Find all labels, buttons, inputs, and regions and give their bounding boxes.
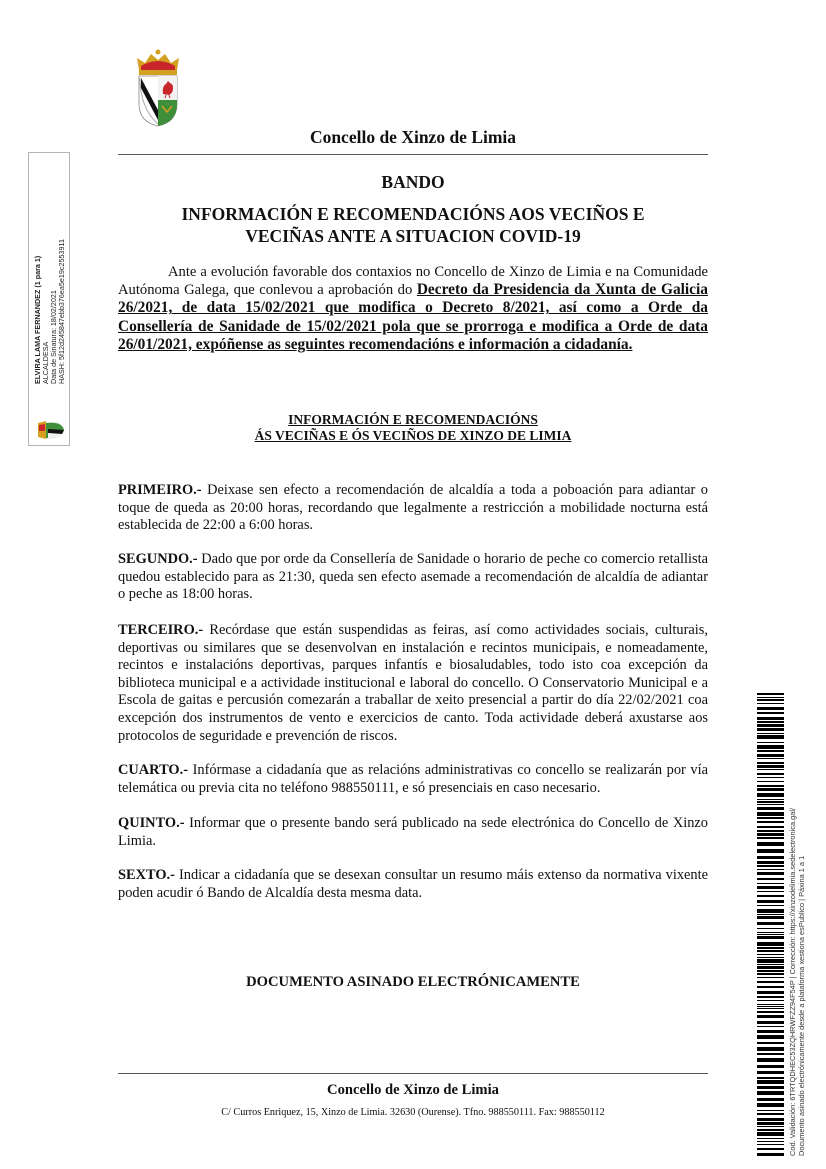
barcode-bar (757, 942, 784, 946)
barcode-bar (757, 1077, 784, 1079)
barcode-bar (757, 981, 784, 983)
barcode-bar (757, 947, 784, 949)
barcode-bar (757, 986, 784, 988)
barcode-bar (757, 735, 784, 739)
barcode-bar (757, 781, 784, 782)
barcode-bar (757, 1021, 784, 1024)
intro-decree-reference: Decreto da Presidencia da Xunta de Galicia 26/2021, de data 15/02/2021 que modifica o Decreto 8/2021, así como a Orde da Consellería de Sanidade de 15/02/2021 pola que se prorroga e modifica a Orde de data 26/01/2021, expóñense as seguintes recomendacións e información a cidadanía. (118, 281, 708, 353)
barcode-bar (757, 1058, 784, 1062)
barcode-bar (757, 712, 784, 714)
barcode-bar (757, 804, 784, 805)
intro-plain-text: Ante a evolución favorable dos contaxios no Concello de Xinzo de Limia e na Comunidade Autónoma Galega, que conlevou a aprobación do (118, 264, 708, 299)
barcode-bar (757, 773, 784, 775)
barcode-bar (757, 742, 784, 743)
item-label: QUINTO.- (118, 815, 185, 831)
barcode-bar (757, 1071, 784, 1074)
barcode-bar (757, 966, 784, 969)
barcode-bar (757, 697, 784, 698)
barcode-bar (757, 788, 784, 791)
barcode-bar (757, 1110, 784, 1111)
barcode-bar (757, 724, 784, 727)
barcode-bar (757, 1098, 784, 1101)
barcode-bar (757, 717, 784, 720)
barcode-bar (757, 991, 784, 994)
barcode-bar (757, 769, 784, 770)
signed-note: DOCUMENTO ASINADO ELECTRÓNICAMENTE (246, 974, 580, 990)
barcode-bar (757, 1042, 784, 1044)
footer-divider (118, 1073, 708, 1074)
barcode-bar (757, 1144, 784, 1145)
barcode-bar (757, 1148, 784, 1150)
item-label: PRIMEIRO.- (118, 482, 202, 498)
barcode-bar (757, 861, 784, 864)
item-label: SEXTO.- (118, 867, 175, 883)
barcode-bar (757, 1103, 784, 1107)
item-label: SEGUNDO.- (118, 551, 198, 567)
barcode-bar (757, 886, 784, 889)
barcode-bar (757, 1006, 784, 1007)
barcode-bar (757, 721, 784, 723)
barcode-bar (757, 905, 784, 906)
barcode-bar (757, 970, 784, 972)
item-label: TERCEIRO.- (118, 622, 204, 638)
item-text: Dado que por orde da Consellería de Sanidade o horario de peche co comercio retallista quedou establecido para as 21:30, queda sen efecto asemade a recomendación de alcaldía de adiantar o peche as 18:00 horas. (118, 551, 708, 603)
validation-platform-line: Documento asinado electrónicamente desde a plataforma xestiona esPublico | Páxina 1 a 1 (796, 855, 806, 1156)
barcode-bar (757, 1053, 784, 1055)
barcode-bar (757, 964, 784, 965)
barcode-icon (757, 693, 784, 1156)
footer-title: Concello de Xinzo de Limia (327, 1082, 499, 1098)
barcode-bar (757, 849, 784, 853)
barcode-bar (757, 1065, 784, 1068)
barcode-bar (757, 807, 784, 810)
barcode-bar (757, 817, 784, 819)
barcode-bar (757, 996, 784, 998)
signature-date: Data de Sinatura: 18/02/2021 (49, 290, 58, 384)
barcode-bar (757, 830, 784, 832)
header-divider (118, 154, 708, 155)
small-coat-of-arms-icon (36, 419, 66, 441)
barcode-bar (757, 821, 784, 823)
barcode-bar (757, 928, 784, 929)
barcode-bar (757, 801, 784, 803)
barcode-bar (757, 936, 784, 939)
barcode-bar (757, 833, 784, 836)
barcode-bar (757, 1000, 784, 1001)
barcode-bar (757, 1153, 784, 1156)
barcode-bar (757, 883, 784, 884)
barcode-bar (757, 793, 784, 797)
barcode-bar (757, 922, 784, 925)
barcode-bar (757, 1129, 784, 1131)
item-sexto (118, 867, 708, 902)
coat-of-arms-logo (133, 48, 183, 128)
barcode-bar (757, 799, 784, 800)
barcode-bar (757, 977, 784, 978)
barcode-bar (757, 1026, 784, 1027)
barcode-bar (757, 869, 784, 870)
barcode-bar (757, 1122, 784, 1125)
barcode-bar (757, 914, 784, 915)
document-title-line1: INFORMACIÓN E RECOMENDACIÓNS AOS VECIÑOS E (181, 204, 645, 224)
header-title: Concello de Xinzo de Limia (309, 127, 517, 147)
barcode-bar (757, 895, 784, 897)
signature-hash: HASH: 5f12d245847ebb376ea5e19c2553911 (57, 239, 66, 384)
barcode-bar (757, 699, 784, 701)
footer-address: C/ Curros Enriquez, 15, Xinzo de Limia. 32630 (Ourense). Tfno. 988550111. Fax: 988550112 (221, 1107, 605, 1118)
document-type: BANDO (381, 172, 445, 192)
barcode-bar (757, 777, 784, 778)
barcode-bar (757, 1132, 784, 1136)
subheading-line1: INFORMACIÓN E RECOMENDACIÓNS (288, 412, 538, 427)
item-primeiro (118, 482, 708, 535)
barcode-bar (757, 1126, 784, 1127)
barcode-bar (757, 1118, 784, 1121)
item-quinto (118, 815, 708, 850)
barcode-bar (757, 837, 784, 839)
barcode-bar (757, 916, 784, 919)
signature-stamp-text (34, 154, 66, 384)
barcode-bar (757, 1141, 784, 1142)
barcode-bar (757, 950, 784, 952)
barcode-bar (757, 973, 784, 975)
barcode-bar (757, 957, 784, 958)
item-text: Indicar a cidadanía que se desexan consultar un resumo máis extenso da normativa vixente poden acudir ó Bando de Alcaldía desta mesma data. (118, 867, 708, 901)
barcode-bar (757, 1091, 784, 1095)
barcode-bar (757, 1030, 784, 1033)
barcode-bar (757, 1008, 784, 1009)
validation-text (789, 686, 806, 1156)
barcode-bar (757, 693, 784, 695)
barcode-bar (757, 703, 784, 704)
document-title (118, 203, 708, 247)
barcode-bar (757, 707, 784, 710)
barcode-bar (757, 878, 784, 880)
barcode-bar (757, 826, 784, 828)
barcode-bar (757, 1035, 784, 1039)
barcode-bar (757, 765, 784, 768)
barcode-bar (757, 872, 784, 875)
barcode-bar (757, 754, 784, 757)
barcode-bar (757, 750, 784, 752)
barcode-bar (757, 745, 784, 749)
document-title-line2: VECIÑAS ANTE A SITUACION COVID-19 (245, 226, 581, 246)
barcode-bar (757, 1015, 784, 1018)
barcode-bar (757, 1086, 784, 1089)
barcode-bar (757, 842, 784, 846)
section-subheading (118, 412, 708, 444)
barcode-bar (757, 758, 784, 759)
barcode-bar (757, 728, 784, 731)
barcode-bar (757, 785, 784, 787)
barcode-bar (757, 733, 784, 734)
barcode-bar (757, 934, 784, 935)
item-text: Informar que o presente bando será publicado na sede electrónica do Concello de Xinzo Limia. (118, 815, 708, 849)
barcode-bar (757, 812, 784, 816)
barcode-bar (757, 959, 784, 963)
item-label: CUARTO.- (118, 762, 188, 778)
item-terceiro (118, 622, 708, 745)
subheading-line2: ÁS VECIÑAS E ÓS VECIÑOS DE XINZO DE LIMIA (254, 428, 572, 443)
item-text: Recórdase que están suspendidas as feiras, así como actividades sociais, culturais, deportivas ou similares que se desenvolvan en instalación e recintos municipais, e nomeadamente, recintos e instalacións deportivas, parques infantís e biosaludables, todo isto coa excepción da biblioteca municipal e a actividade institucional e laboral do concello. O Conservatorio Municipal e a Escola de gaitas e percusión comezarán a traballar de xeito presencial a partir do día 22/02/2021 coa excepción dos instrumentos de vento e exercicios de canto. Toda actividade deberá axustarse aos protocolos de seguridade e prevención de riscos. (118, 622, 708, 744)
barcode-bar (757, 856, 784, 859)
barcode-bar (757, 1047, 784, 1051)
barcode-bar (757, 865, 784, 867)
barcode-bar (757, 900, 784, 903)
barcode-bar (757, 1004, 784, 1005)
intro-paragraph (118, 263, 708, 354)
signer-role: ALCALDESA (41, 341, 50, 384)
barcode-bar (757, 932, 784, 933)
item-cuarto (118, 762, 708, 797)
barcode-bar (757, 1138, 784, 1139)
barcode-bar (757, 909, 784, 913)
barcode-bar (757, 891, 784, 892)
item-text: Infórmase a cidadanía que as relacións administrativas co concello se realizarán por vía telemática ou previa cita no teléfono 988550111, e só presenciais en caso necesario. (118, 762, 708, 796)
barcode-bar (757, 762, 784, 764)
barcode-bar (757, 954, 784, 955)
barcode-bar (757, 1080, 784, 1084)
validation-code-line: Cod. Validación: 6TRTQDHEC53ZQHRWFZZ94F54P | Corrección: https://xinzodelimia.sedelectronica.gal/ (788, 807, 797, 1156)
item-text: Deixase sen efecto a recomendación de alcaldía a toda a poboación para adiantar o toque de queda as 20:00 horas, recordando que legalmente a restricción a mobilidade nocturna está establecida de 22:00 a 6:00 horas. (118, 482, 708, 534)
barcode-bar (757, 1011, 784, 1013)
signer-name: ELVIRA LAMA FERNANDEZ (1 para 1) (33, 255, 42, 384)
item-segundo (118, 551, 708, 604)
barcode-bar (757, 1113, 784, 1115)
